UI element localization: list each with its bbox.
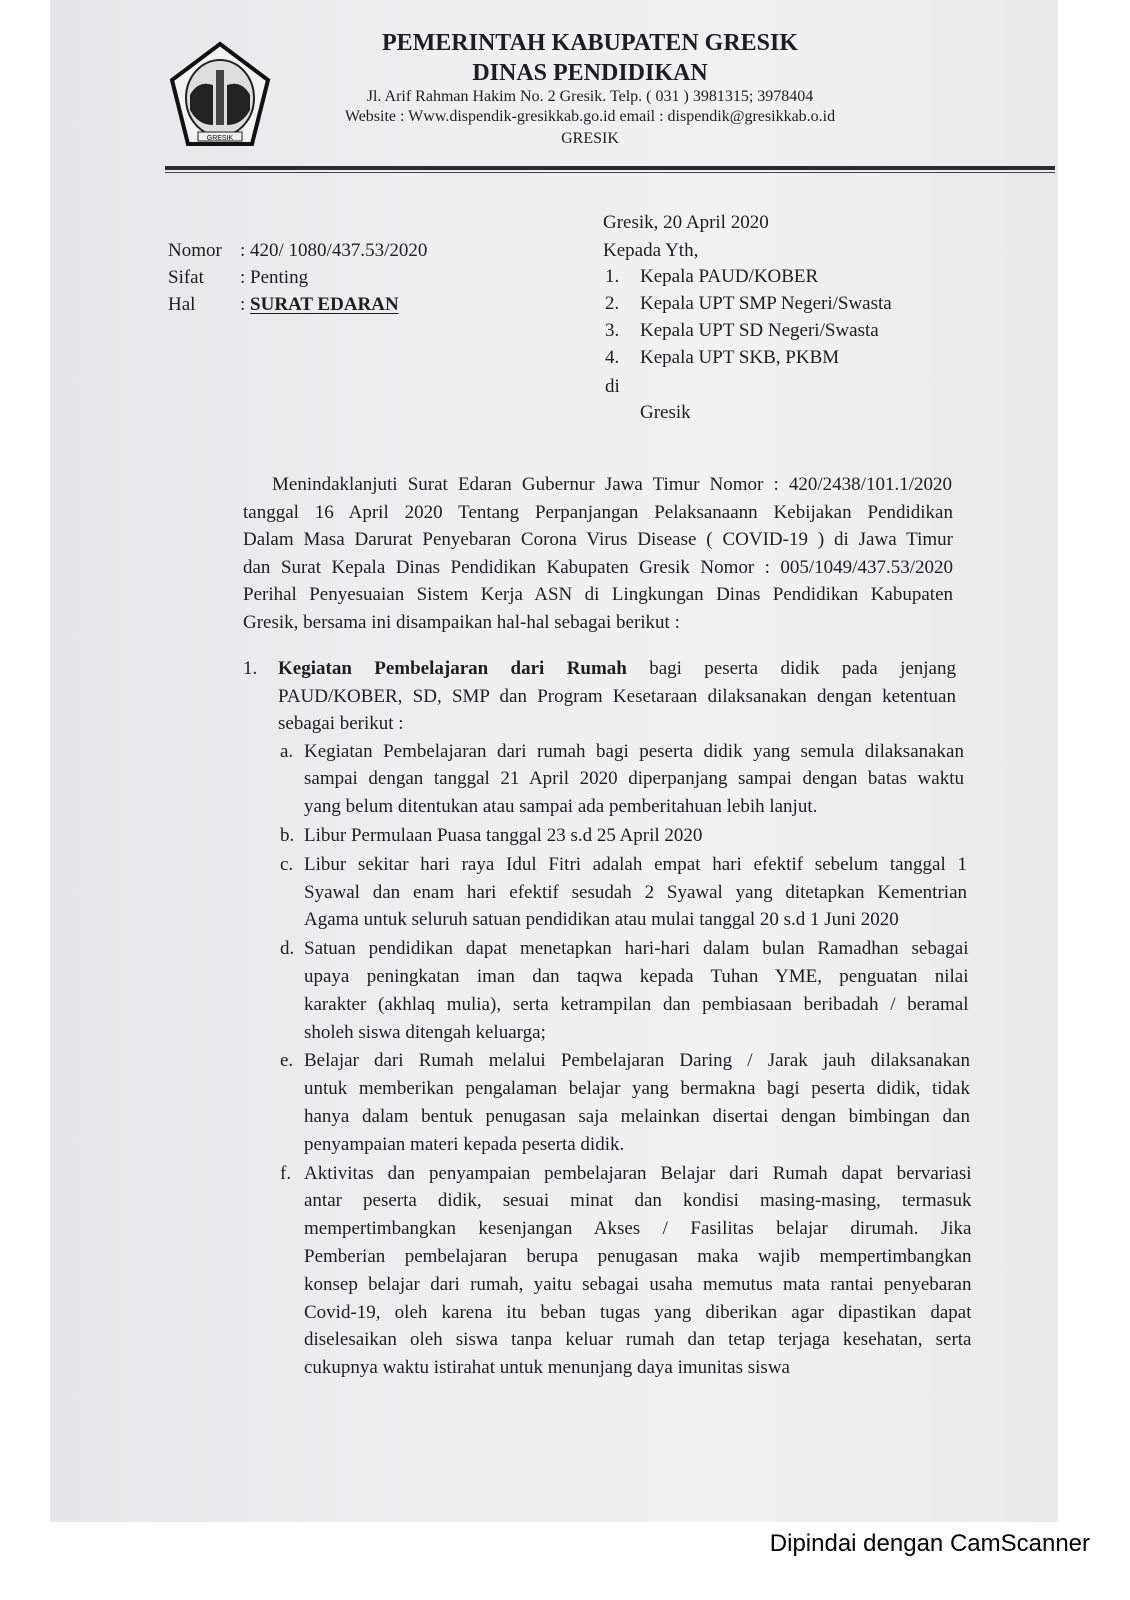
subitem-line: karakter (akhlaq mulia), serta ketrampilan dan pembiasaan beribadah / beramal: [304, 993, 969, 1015]
letterhead-government: PEMERINTAH KABUPATEN GRESIK: [381, 30, 799, 56]
subitem-line: Satuan pendidikan dapat menetapkan hari-hari dalam bulan Ramadhan sebagai: [304, 938, 969, 960]
nomor-value: : 420/ 1080/437.53/2020: [240, 240, 428, 261]
recipient-number: 2.: [605, 293, 620, 314]
intro-line: Dalam Masa Darurat Penyebaran Corona Virus Disease ( COVID-19 ) di Jawa Timur: [243, 529, 953, 550]
letterhead-contact: Website : Www.dispendik-gresikkab.go.id email : dispendik@gresikkab.o.id: [344, 108, 836, 125]
subitem-line: penyampaian materi kepada peserta didik.: [304, 1133, 625, 1155]
item-heading-rest: bagi peserta didik pada jenjang: [626, 658, 956, 679]
subitem-label: f.: [280, 1162, 292, 1184]
subitem-line: antar peserta didik, sesuai minat dan kondisi masing-masing, termasuk: [304, 1190, 972, 1212]
letterhead-rule-thin: [165, 172, 1055, 173]
intro-line: dan Surat Kepala Dinas Pendidikan Kabupaten Gresik Nomor : 005/1049/437.53/2020: [243, 556, 953, 578]
subitem-line: Libur sekitar hari raya Idul Fitri adalah empat hari efektif sebelum tanggal 1: [304, 853, 967, 875]
subitem-line: Kegiatan Pembelajaran dari rumah bagi peserta didik yang semula dilaksanakan: [304, 740, 964, 762]
subitem-line: Agama untuk seluruh satuan pendidikan atau mulai tanggal 20 s.d 1 Juni 2020: [304, 909, 899, 931]
recipient-item: Kepala PAUD/KOBER: [640, 266, 819, 287]
intro-line: Gresik, bersama ini disampaikan hal-hal sebagai berikut :: [243, 611, 680, 633]
recipient-di: di: [605, 376, 620, 397]
intro-line: Menindaklanjuti Surat Edaran Gubernur Jawa Timur Nomor : 420/2438/101.1/2020: [272, 474, 952, 495]
subitem-line: Libur Permulaan Puasa tanggal 23 s.d 25 April 2020: [304, 824, 703, 846]
item-heading-line: [278, 658, 956, 680]
subitem-line: Aktivitas dan penyampaian pembelajaran Belajar dari Rumah dapat bervariasi: [304, 1162, 972, 1184]
recipient-number: 1.: [605, 266, 620, 287]
recipient-item: Kepala UPT SD Negeri/Swasta: [640, 320, 879, 341]
subitem-line: hanya dalam bentuk penugasan saja melainkan disertai dengan bimbingan dan: [304, 1105, 970, 1127]
gresik-emblem-logo: [168, 40, 272, 150]
subitem-line: upaya peningkatan iman dan taqwa kepada Tuhan YME, penguatan nilai: [304, 965, 969, 987]
recipient-number: 4.: [605, 347, 620, 368]
recipient-greeting: Kepada Yth,: [603, 240, 699, 261]
subitem-label: a.: [280, 740, 294, 762]
recipient-place: Gresik: [640, 402, 691, 423]
sifat-value: : Penting: [240, 267, 309, 288]
intro-line: tanggal 16 April 2020 Tentang Perpanjangan Pelaksanaann Kebijakan Pendidikan: [243, 501, 953, 523]
subitem-line: yang belum ditentukan atau sampai ada pemberitahuan lebih lanjut.: [304, 796, 818, 818]
recipient-number: 3.: [605, 320, 620, 341]
letterhead-agency: DINAS PENDIDIKAN: [472, 60, 708, 86]
subitem-label: c.: [280, 853, 294, 875]
sifat-label: Sifat: [168, 267, 204, 288]
item-number: 1.: [243, 658, 258, 679]
letter-date: Gresik, 20 April 2020: [603, 212, 769, 233]
subitem-line: sampai dengan tanggal 21 April 2020 diperpanjang sampai dengan batas waktu: [304, 768, 964, 790]
subitem-line: Covid-19, oleh karena itu beban tugas yang diberikan agar dipastikan dapat: [304, 1301, 972, 1323]
item-heading: Kegiatan Pembelajaran dari Rumah: [278, 658, 627, 679]
recipient-item: Kepala UPT SKB, PKBM: [640, 347, 840, 368]
intro-line: Perihal Penyesuaian Sistem Kerja ASN di Lingkungan Dinas Pendidikan Kabupaten: [243, 584, 953, 605]
item-line: PAUD/KOBER, SD, SMP dan Program Kesetaraan dilaksanakan dengan ketentuan: [278, 685, 956, 707]
recipient-item: Kepala UPT SMP Negeri/Swasta: [640, 293, 892, 314]
subitem-line: mempertimbangkan kesenjangan Akses / Fasilitas belajar dirumah. Jika: [304, 1218, 972, 1240]
subitem-label: b.: [280, 824, 295, 846]
letterhead-address: Jl. Arif Rahman Hakim No. 2 Gresik. Telp. ( 031 ) 3981315; 3978404: [366, 88, 814, 105]
letterhead-city: GRESIK: [561, 130, 619, 147]
subitem-line: konsep belajar dari rumah, yaitu sebagai usaha memutus mata rantai penyebaran: [304, 1273, 972, 1295]
nomor-label: Nomor: [168, 240, 222, 261]
subitem-line: Syawal dan enam hari efektif sesudah 2 Syawal yang ditetapkan Kementrian: [304, 881, 967, 903]
subitem-line: diselesaikan oleh siswa tanpa keluar rumah dan tetap terjaga kesehatan, serta: [304, 1329, 972, 1351]
subitem-line: sholeh siswa ditengah keluarga;: [304, 1021, 546, 1043]
camscanner-footer: Dipindai dengan CamScanner: [769, 1530, 1090, 1557]
subitem-line: untuk memberikan pengalaman belajar yang bermakna bagi peserta didik, tidak: [304, 1078, 970, 1100]
subitem-label: e.: [280, 1050, 294, 1072]
subitem-line: cukupnya waktu istirahat untuk menunjang daya imunitas siswa: [304, 1357, 790, 1379]
hal-label: Hal: [168, 294, 196, 315]
subitem-line: Pemberian pembelajaran berupa penugasan maka wajib mempertimbangkan: [304, 1245, 972, 1267]
hal-value: : SURAT EDARAN: [240, 294, 399, 315]
svg-text:GRESIK: GRESIK: [206, 135, 234, 142]
subitem-label: d.: [280, 938, 295, 960]
subitem-line: Belajar dari Rumah melalui Pembelajaran Daring / Jarak jauh dilaksanakan: [304, 1050, 970, 1072]
letterhead-rule: [165, 166, 1055, 170]
item-line: sebagai berikut :: [278, 713, 404, 734]
